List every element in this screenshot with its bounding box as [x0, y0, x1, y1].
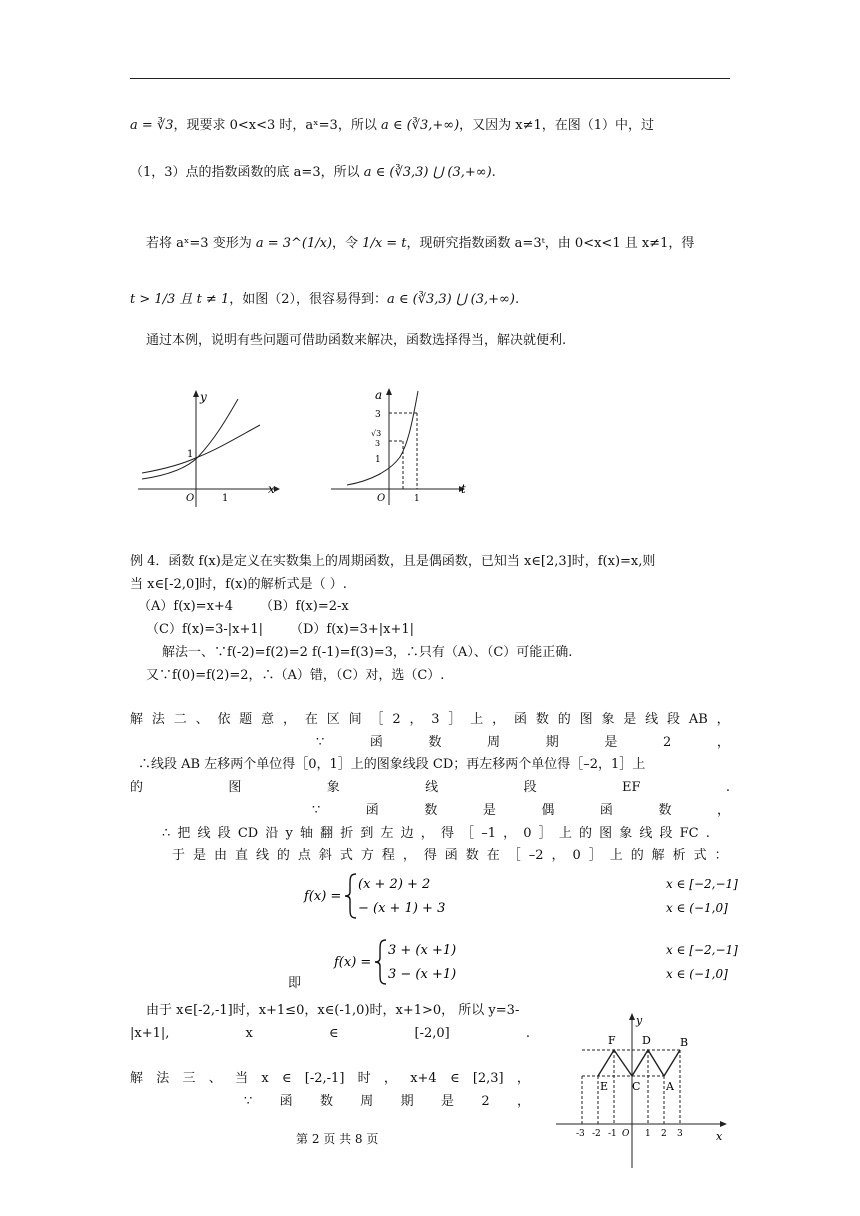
method2-l6-token: 轴: [299, 826, 313, 841]
method3-l1-token: 法: [156, 1071, 170, 1086]
method3-l1-token: [-2,-1]: [304, 1071, 345, 1086]
ji-label: 即: [288, 976, 302, 991]
method2-conclusion-1: 由于 x∈[-2,-1]时，x+1≤0，x∈(-1,0)时，x+1>0， 所以 y=3-: [146, 1003, 520, 1018]
method2-l7-token: 的: [276, 848, 290, 863]
method2-c2-token: x: [245, 1026, 253, 1041]
math-a-union-2: a ∈ (∛3,3) ⋃ (3,+∞): [387, 292, 515, 307]
method2-l2-token: 周: [487, 735, 501, 750]
method2-l6-token: 的: [578, 826, 592, 841]
eq2-domain2: x ∈ (−1,0]: [666, 967, 728, 981]
intro-line-3: 若将 aˣ=3 变形为 a = 3^(1/x)，令 1/x = t，现研究指数函数 a=3ᵗ，由 0<x<1 且 x≠1，得: [146, 236, 695, 251]
method2-line-2: [316, 735, 730, 751]
method1-line-1: 解法一、∵f(-2)=f(2)=2 f(-1)=f(3)=3，∴只有（A）、（C）可能正确.: [162, 645, 573, 660]
method3-line-2: [244, 1094, 530, 1110]
fig3-point-b: B: [680, 1036, 689, 1049]
method2-l1-token: 二: [173, 712, 187, 727]
method2-l7-token: 解: [651, 848, 665, 863]
method2-l1-token: 解: [130, 712, 144, 727]
eq2-domain1: x ∈ [−2,−1]: [666, 943, 738, 957]
math-a-power: a = 3^(1/x): [255, 236, 333, 251]
method2-l5-token: 偶: [541, 803, 555, 818]
figure-3: [552, 1010, 730, 1172]
method2-l1-token: 2: [392, 712, 401, 727]
method2-l7-token: 得: [423, 848, 437, 863]
method2-l5-token: 函: [599, 803, 613, 818]
method2-l1-token: 线: [645, 712, 659, 727]
method2-l4-token: .: [725, 780, 730, 795]
fig3-x-label: x: [716, 1130, 723, 1143]
math-a-range: a ∈ (∛3,+∞): [380, 118, 460, 133]
method2-l2-token: ∵: [316, 735, 325, 750]
fig3-point-e: E: [600, 1080, 609, 1093]
fig1-x-arrow: [274, 486, 280, 492]
method2-l7-token: ］: [588, 848, 602, 863]
method2-l2-token: 数: [428, 735, 442, 750]
method2-l2-token: ，: [716, 735, 730, 750]
method1-line-2: 又∵f(0)=f(2)=2，∴（A）错，（C）对，选（C）.: [146, 668, 445, 683]
method2-l1-token: 的: [557, 712, 571, 727]
method2-l1-token: 图: [579, 712, 593, 727]
method2-l6-token: 得: [440, 826, 454, 841]
method2-l1-token: ［: [370, 712, 384, 727]
method2-l1-token: 段: [667, 712, 681, 727]
figure-2: [325, 385, 475, 515]
method2-l6-token: 段: [659, 826, 673, 841]
equation-1: [300, 870, 738, 922]
method2-l6-token: 把: [177, 826, 191, 841]
fig2-origin: O: [377, 493, 386, 504]
fig1-y-arrow: [193, 390, 199, 397]
method3-line-1: [130, 1071, 530, 1087]
method3-l1-token: 、: [208, 1071, 222, 1086]
method2-l7-token: 于: [172, 848, 186, 863]
example4-q2: 当 x∈[-2,0]时，f(x)的解析式是（ ）.: [130, 577, 347, 592]
method2-l6-token: 边: [400, 826, 414, 841]
method2-l1-token: 数: [535, 712, 549, 727]
method2-l1-token: ，: [283, 712, 297, 727]
math-a-union: a ∈ (∛3,3) ⋃ (3,+∞): [363, 165, 492, 180]
intro-line-5: 通过本例，说明有些问题可借助函数来解决，函数选择得当，解决就便利.: [146, 333, 567, 348]
method3-l2-token: 是: [440, 1094, 454, 1109]
eq2-row1: 3 + (x +1): [388, 943, 457, 958]
method3-l1-token: 三: [182, 1071, 196, 1086]
method2-l6-token: 到: [360, 826, 374, 841]
method2-line-5: [312, 803, 730, 819]
method2-l6-token: 图: [599, 826, 613, 841]
method2-l2-token: 是: [604, 735, 618, 750]
option-d: （D）f(x)=3+|x+1|: [290, 622, 415, 637]
method2-l1-token: ，: [409, 712, 423, 727]
method2-l6-token: 线: [197, 826, 211, 841]
method2-l7-token: 上: [609, 848, 623, 863]
option-b: （B）f(x)=2-x: [260, 599, 349, 614]
method2-l7-token: ［: [507, 848, 521, 863]
eq1-domain2: x ∈ (−1,0]: [666, 901, 728, 915]
method2-l2-token: 2: [663, 735, 672, 750]
math-t-cond: t > 1/3 且 t ≠ 1: [130, 292, 230, 307]
figure-1: [130, 385, 290, 515]
method2-l5-token: 数: [658, 803, 672, 818]
intro-line-2: （1，3）点的指数函数的底 a=3，所以 a ∈ (∛3,3) ⋃ (3,+∞).: [130, 165, 496, 180]
fig3-tick-m1: -1: [608, 1129, 617, 1139]
fig3-y-arrow: [629, 1013, 635, 1020]
method2-l7-token: 在: [486, 848, 500, 863]
method2-l1-token: 依: [217, 712, 231, 727]
method2-l1-token: 象: [601, 712, 615, 727]
method2-l6-token: 折: [340, 826, 354, 841]
method2-l6-token: 0: [523, 826, 532, 841]
method2-l7-token: 斜: [318, 848, 332, 863]
method2-l6-token: .: [705, 826, 710, 841]
method2-l5-token: ，: [716, 803, 730, 818]
page-footer: 第 2 页 共 8 页: [296, 1132, 379, 1146]
fig3-tick-m2: -2: [592, 1129, 601, 1139]
method2-l7-token: 直: [234, 848, 248, 863]
method2-l6-token: 上: [558, 826, 572, 841]
method2-c2-token: ∈: [328, 1026, 339, 1041]
fig2-tick-3: 3: [375, 410, 381, 420]
method2-l4-token: 图: [228, 780, 242, 795]
method2-l1-token: 法: [151, 712, 165, 727]
method2-l7-token: 0: [572, 848, 581, 863]
fig3-tick-3: 3: [677, 1129, 683, 1139]
eq1-lhs: f(x) =: [304, 889, 342, 904]
method3-l2-token: ，: [516, 1094, 530, 1109]
method3-l1-token: ∈: [449, 1071, 460, 1086]
method3-l2-token: 周: [360, 1094, 374, 1109]
method2-line-1: [130, 712, 730, 728]
method2-l7-token: 点: [297, 848, 311, 863]
method2-l6-token: 象: [619, 826, 633, 841]
method2-l5-token: 数: [424, 803, 438, 818]
eq2-row2: 3 − (x +1): [388, 967, 457, 982]
method2-l2-token: 函: [369, 735, 383, 750]
fig1-curve-gentle: [142, 425, 260, 473]
method2-l7-token: ，: [402, 848, 416, 863]
method2-c2-token: [-2,0]: [414, 1026, 450, 1041]
option-a: （A）f(x)=x+4: [138, 599, 234, 614]
method2-l7-token: 方: [360, 848, 374, 863]
method3-l1-token: ∈: [281, 1071, 292, 1086]
method2-l6-token: y: [285, 826, 293, 841]
method2-l4-token: 的: [130, 780, 144, 795]
method2-line-4: [130, 780, 730, 796]
fig3-point-c: C: [632, 1080, 641, 1093]
method3-l2-token: 数: [319, 1094, 333, 1109]
method3-l2-token: 2: [481, 1094, 490, 1109]
fig2-t-label: t: [461, 482, 466, 496]
fig2-y-arrow: [386, 388, 392, 395]
method2-l5-token: 是: [482, 803, 496, 818]
method2-l4-token: 段: [523, 780, 537, 795]
method2-l6-token: ］: [538, 826, 552, 841]
fig3-tick-origin: O: [622, 1129, 630, 1139]
method2-c2-token: .: [525, 1026, 530, 1041]
method3-l1-token: ，: [516, 1071, 530, 1086]
method3-l2-token: ∵: [244, 1094, 253, 1109]
method2-l1-token: AB: [688, 712, 708, 727]
header-rule: [130, 78, 730, 79]
method2-l7-token: 析: [672, 848, 686, 863]
method2-l1-token: 意: [261, 712, 275, 727]
fig1-x-label: x: [268, 482, 275, 496]
method2-line-6: [162, 826, 710, 842]
method2-l7-token: 的: [630, 848, 644, 863]
eq2-lhs: f(x) =: [334, 955, 372, 970]
fig2-tick-root3: √3: [371, 429, 382, 438]
method2-l7-token: 式: [339, 848, 353, 863]
method3-l1-token: ，: [383, 1071, 397, 1086]
method2-l1-token: 题: [239, 712, 253, 727]
method2-l7-token: –2: [528, 848, 544, 863]
fig2-a-label: a: [375, 388, 383, 402]
fig2-tick-1: 1: [375, 455, 381, 465]
fig3-point-f: F: [608, 1034, 616, 1047]
option-c: （C）f(x)=3-|x+1|: [146, 622, 264, 637]
method2-line-7: [172, 848, 728, 864]
fig3-tick-m3: -3: [576, 1129, 585, 1139]
method2-l1-token: 函: [514, 712, 528, 727]
method2-l1-token: ］: [448, 712, 462, 727]
fig3-tick-2: 2: [661, 1129, 667, 1139]
eq1-domain1: x ∈ [−2,−1]: [666, 877, 738, 891]
method2-l7-token: ：: [714, 848, 728, 863]
method2-l7-token: 数: [465, 848, 479, 863]
fig1-curve-steep: [142, 399, 238, 479]
method2-l1-token: ，: [716, 712, 730, 727]
fig3-zigzag: [598, 1050, 680, 1076]
method2-l6-token: 沿: [265, 826, 279, 841]
intro-line-1: a = ∛3，现要求 0<x<3 时，aˣ=3，所以 a ∈ (∛3,+∞)，又因为 x≠1，在图（1）中，过: [130, 118, 655, 133]
method2-l6-token: 左: [380, 826, 394, 841]
fig3-tick-1: 1: [645, 1129, 651, 1139]
intro-line-4: t > 1/3 且 t ≠ 1，如图（2），很容易得到：a ∈ (∛3,3) ⋃ (3,+∞).: [130, 292, 520, 307]
equation-2: [330, 936, 738, 988]
fig3-point-a: A: [666, 1080, 674, 1093]
method3-l1-token: x+4: [410, 1071, 437, 1086]
fig1-y-tick-1: 1: [187, 449, 194, 460]
eq1-brace: [345, 874, 356, 918]
method2-l7-token: 式: [693, 848, 707, 863]
method2-l1-token: 在: [304, 712, 318, 727]
method2-l1-token: 间: [348, 712, 362, 727]
method2-l6-token: CD: [237, 826, 259, 841]
method2-l4-token: 象: [326, 780, 340, 795]
fig1-x-tick-1: 1: [222, 493, 229, 504]
fig3-x-arrow: [720, 1121, 727, 1127]
method2-l6-token: ，: [420, 826, 434, 841]
method2-l7-token: ，: [551, 848, 565, 863]
method2-l5-token: 函: [365, 803, 379, 818]
method2-l4-token: 线: [425, 780, 439, 795]
math-one-over-x: 1/x = t: [362, 236, 407, 251]
eq1-row2: − (x + 1) + 3: [358, 901, 446, 916]
fig1-origin: O: [186, 493, 195, 504]
method2-l6-token: 段: [217, 826, 231, 841]
method2-l6-token: FC: [679, 826, 699, 841]
method2-l6-token: ∴: [162, 826, 171, 841]
method3-l2-token: 期: [400, 1094, 414, 1109]
method2-line-3: ∴线段 AB 左移两个单位得［0，1］上的图象线段 CD；再左移两个单位得［–2，1］上: [138, 757, 646, 772]
method2-l1-token: 是: [623, 712, 637, 727]
method2-c2-token: |x+1|,: [130, 1026, 170, 1041]
method2-l6-token: ，: [503, 826, 517, 841]
fig2-tick-root3-den: 3: [375, 439, 381, 448]
method3-l1-token: 解: [130, 1071, 144, 1086]
fig3-y-label: y: [636, 1014, 643, 1027]
method3-l1-token: x: [261, 1071, 269, 1086]
method2-l2-token: 期: [545, 735, 559, 750]
method3-l1-token: [2,3]: [472, 1071, 504, 1086]
method2-l7-token: 是: [192, 848, 206, 863]
eq2-brace: [375, 940, 386, 984]
method2-l6-token: –1: [481, 826, 496, 841]
eq1-row1: (x + 2) + 2: [358, 877, 431, 892]
math-a-cuberoot3: a = ∛3: [130, 118, 174, 133]
method2-conclusion-2: [130, 1026, 530, 1042]
method3-l1-token: 当: [235, 1071, 249, 1086]
method2-l6-token: 线: [639, 826, 653, 841]
method2-l7-token: 线: [255, 848, 269, 863]
method3-l1-token: 时: [357, 1071, 371, 1086]
fig2-x-tick-1: 1: [414, 494, 420, 504]
method2-l5-token: ∵: [312, 803, 321, 818]
method2-l7-token: 程: [381, 848, 395, 863]
method2-l1-token: 、: [195, 712, 209, 727]
method2-l7-token: 函: [444, 848, 458, 863]
fig1-y-label: y: [200, 390, 207, 404]
method2-l1-token: ，: [492, 712, 506, 727]
method2-l7-token: 由: [213, 848, 227, 863]
example4-q1: 例 4．函数 f(x)是定义在实数集上的周期函数，且是偶函数，已知当 x∈[2,3]时，f(x)=x,则: [130, 554, 656, 569]
method2-l1-token: 上: [470, 712, 484, 727]
method2-l1-token: 3: [431, 712, 440, 727]
fig2-curve: [347, 391, 418, 485]
method3-l2-token: 函: [279, 1094, 293, 1109]
method2-l4-token: EF: [621, 780, 641, 795]
method2-l6-token: ［: [461, 826, 475, 841]
fig3-point-d: D: [642, 1034, 651, 1047]
method2-l6-token: 翻: [320, 826, 334, 841]
method2-l1-token: 区: [326, 712, 340, 727]
